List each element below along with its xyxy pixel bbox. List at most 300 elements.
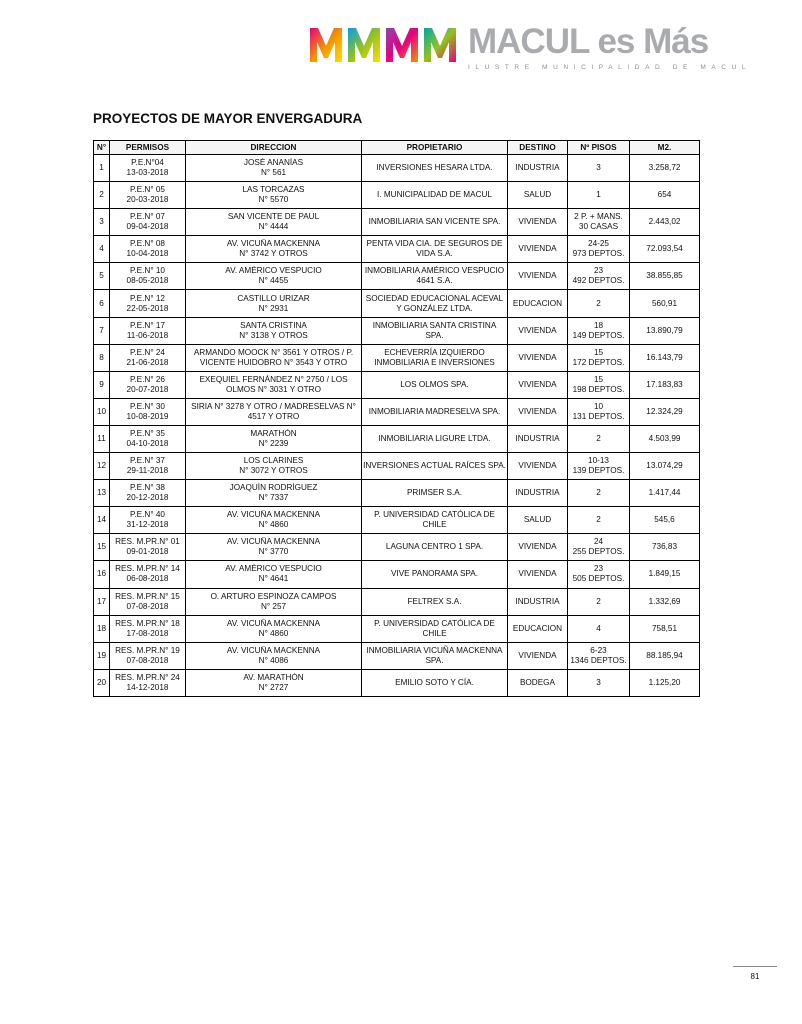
owner-cell-text: P. UNIVERSIDAD CATÓLICA DE CHILE (374, 618, 495, 638)
row-number-text: 14 (96, 515, 107, 525)
permit-cell (110, 669, 186, 696)
table-row (94, 155, 700, 182)
area-cell-text: 13.890,79 (646, 325, 683, 335)
permit-cell (110, 453, 186, 480)
area-cell (630, 561, 700, 588)
area-cell (630, 398, 700, 425)
area-cell (630, 588, 700, 615)
address-cell-text: N° 4641 (258, 574, 289, 584)
address-cell-text: AV. VICUÑA MACKENNA (226, 537, 321, 547)
permit-cell (110, 534, 186, 561)
floors-cell (568, 371, 630, 398)
address-cell-text: AV. AMÉRICO VESPUCIO (225, 266, 322, 276)
owner-cell-text: INMOBILIARIA VICUÑA MACKENNA SPA. (366, 645, 503, 665)
table-row (94, 642, 700, 669)
address-cell-text: N° 2239 (258, 438, 289, 448)
address-cell-text: N° 4086 (258, 655, 289, 665)
floors-cell (568, 453, 630, 480)
area-cell (630, 290, 700, 317)
address-cell (186, 182, 362, 209)
address-cell-text: N° 5570 (258, 195, 289, 205)
row-number (94, 263, 110, 290)
floors-cell-text: 10 (593, 401, 604, 411)
table-row (94, 507, 700, 534)
row-number-text: 7 (99, 325, 104, 335)
row-number (94, 317, 110, 344)
address-cell (186, 588, 362, 615)
use-cell (508, 155, 568, 182)
floors-cell (568, 344, 630, 371)
floors-cell-text: 6-23 (590, 645, 607, 655)
table-row (94, 588, 700, 615)
use-cell-text: VIVIENDA (518, 271, 557, 281)
table-row (94, 480, 700, 507)
address-cell (186, 561, 362, 588)
owner-cell-text: INMOBILIARIA LIGURE LTDA. (378, 433, 491, 443)
table-row (94, 344, 700, 371)
area-cell-text: 16.143,79 (646, 352, 683, 362)
address-cell (186, 534, 362, 561)
permit-cell-text: RES. M.PR.N° 15 (115, 591, 180, 601)
area-cell (630, 263, 700, 290)
row-number-text: 4 (99, 244, 104, 254)
owner-cell-text: I. MUNICIPALIDAD DE MACUL (377, 190, 492, 200)
owner-cell-text: ECHEVERRÍA IZQUIERDO INMOBILIARIA E INVERSIONES (374, 347, 495, 367)
row-number-text: 20 (96, 677, 107, 687)
use-cell (508, 344, 568, 371)
area-cell-text: 13.074,29 (646, 461, 683, 471)
address-cell-text: JOSÉ ANANÍAS (243, 158, 304, 168)
permit-cell-text: RES. M.PR.N° 18 (115, 618, 180, 628)
floors-cell-text: 2 (596, 433, 601, 443)
use-cell (508, 534, 568, 561)
owner-cell (362, 615, 508, 642)
floors-cell-text: 255 DEPTOS. (572, 547, 625, 557)
table-row (94, 371, 700, 398)
floors-cell-text: 3 (596, 677, 601, 687)
use-cell-text: INDUSTRIA (515, 488, 560, 498)
row-number-text: 8 (99, 352, 104, 362)
floors-cell (568, 642, 630, 669)
municipal-logo (308, 22, 752, 74)
row-number (94, 398, 110, 425)
area-cell (630, 344, 700, 371)
owner-cell-text: PRIMSER S.A. (406, 488, 463, 498)
permit-cell-text: 20-07-2018 (126, 384, 169, 394)
use-cell (508, 588, 568, 615)
row-number (94, 642, 110, 669)
owner-cell (362, 290, 508, 317)
permit-cell (110, 425, 186, 452)
table-body (94, 155, 700, 697)
use-cell-text: EDUCACION (512, 623, 563, 633)
address-cell-text: MARATHÓN (250, 428, 297, 438)
use-cell-text: VIVIENDA (518, 406, 557, 416)
row-number-text: 6 (99, 298, 104, 308)
address-cell (186, 398, 362, 425)
logo-subtitle: ILUSTRE MUNICIPALIDAD DE MACUL (468, 64, 752, 71)
permit-cell-text: 08-05-2018 (126, 276, 169, 286)
area-cell-text: 758,51 (651, 623, 678, 633)
row-number (94, 236, 110, 263)
permit-cell-text: P.E.N° 24 (130, 347, 165, 357)
permit-cell-text: 10-04-2018 (126, 249, 169, 259)
floors-cell-text: 139 DEPTOS. (572, 466, 625, 476)
owner-cell-text: INMOBILIARIA SANTA CRISTINA SPA. (372, 320, 497, 340)
row-number (94, 534, 110, 561)
area-cell (630, 534, 700, 561)
use-cell-text: VIVIENDA (518, 650, 557, 660)
floors-cell-text: 1 (596, 190, 601, 200)
floors-cell-text: 198 DEPTOS. (572, 384, 625, 394)
use-cell (508, 669, 568, 696)
row-number-text: 15 (96, 542, 107, 552)
permit-cell (110, 480, 186, 507)
area-cell-text: 1.849,15 (648, 569, 681, 579)
address-cell-text: SANTA CRISTINA (240, 320, 307, 330)
address-cell-text: N° 4860 (258, 520, 289, 530)
permit-cell-text: 11-06-2018 (126, 330, 169, 340)
table-row (94, 453, 700, 480)
use-cell-text: INDUSTRIA (515, 433, 560, 443)
use-cell-text: VIVIENDA (518, 244, 557, 254)
table-row (94, 263, 700, 290)
permit-cell-text: RES. M.PR.N° 14 (115, 564, 180, 574)
row-number (94, 209, 110, 236)
address-cell-text: O. ARTURO ESPINOZA CAMPOS (210, 591, 337, 601)
address-cell-text: JOAQUÍN RODRÍGUEZ (229, 483, 318, 493)
table-row (94, 561, 700, 588)
floors-cell (568, 209, 630, 236)
area-cell-text: 72.093,54 (646, 244, 683, 254)
use-cell-text: SALUD (523, 515, 552, 525)
area-cell-text: 736,83 (651, 542, 678, 552)
area-cell-text: 4.503,99 (648, 433, 681, 443)
permit-cell-text: 21-06-2018 (126, 357, 169, 367)
floors-cell-text: 172 DEPTOS. (572, 357, 625, 367)
floors-cell-text: 30 CASAS (578, 222, 619, 232)
address-cell (186, 155, 362, 182)
row-number-text: 10 (96, 406, 107, 416)
row-number (94, 588, 110, 615)
use-cell-text: EDUCACION (512, 298, 563, 308)
address-cell-text: 4517 Y OTRO (247, 411, 300, 421)
address-cell (186, 209, 362, 236)
permit-cell-text: RES. M.PR.N° 01 (115, 537, 180, 547)
use-cell-text: VIVIENDA (518, 217, 557, 227)
area-cell (630, 453, 700, 480)
permit-cell-text: 17-08-2018 (126, 628, 169, 638)
floors-cell-text: 18 (593, 320, 604, 330)
area-cell (630, 317, 700, 344)
area-cell (630, 642, 700, 669)
address-cell (186, 290, 362, 317)
owner-cell-text: FELTREX S.A. (407, 596, 462, 606)
owner-cell (362, 263, 508, 290)
table-row (94, 317, 700, 344)
area-cell (630, 209, 700, 236)
permit-cell-text: P.E.N° 26 (130, 374, 165, 384)
floors-cell-text: 973 DEPTOS. (572, 249, 625, 259)
area-cell (630, 669, 700, 696)
floors-cell-text: 23 (593, 266, 604, 276)
column-header: M2. (630, 141, 700, 155)
permit-cell-text: 20-12-2018 (126, 493, 169, 503)
row-number (94, 480, 110, 507)
table-row (94, 534, 700, 561)
area-cell-text: 1.332,69 (648, 596, 681, 606)
column-header: PERMISOS (110, 141, 186, 155)
permit-cell-text: 29-11-2018 (126, 466, 169, 476)
floors-cell (568, 561, 630, 588)
address-cell-text: SAN VICENTE DE PAUL (227, 212, 320, 222)
owner-cell (362, 425, 508, 452)
floors-cell (568, 182, 630, 209)
owner-cell (362, 453, 508, 480)
owner-cell-text: EMILIO SOTO Y CÍA. (395, 677, 474, 687)
permit-cell-text: P.E.N° 07 (130, 212, 165, 222)
floors-cell (568, 669, 630, 696)
address-cell-text: N° 4860 (258, 628, 289, 638)
address-cell-text: ARMANDO MOOCK N° 3561 Y OTROS / P. (193, 347, 354, 357)
owner-cell (362, 317, 508, 344)
address-cell (186, 453, 362, 480)
table-row (94, 669, 700, 696)
use-cell (508, 209, 568, 236)
permit-cell-text: 04-10-2018 (126, 438, 169, 448)
logo-mark-icon (308, 24, 458, 64)
row-number-text: 16 (96, 569, 107, 579)
use-cell-text: INDUSTRIA (515, 596, 560, 606)
address-cell-text: SIRIA N° 3278 Y OTRO / MADRESELVAS N° (191, 401, 356, 411)
row-number (94, 615, 110, 642)
column-header: DESTINO (508, 141, 568, 155)
floors-cell-text: 131 DEPTOS. (572, 411, 625, 421)
table-row (94, 209, 700, 236)
use-cell (508, 453, 568, 480)
permit-cell-text: P.E.N° 37 (130, 456, 165, 466)
address-cell (186, 317, 362, 344)
row-number-text: 11 (97, 433, 106, 443)
area-cell (630, 236, 700, 263)
use-cell (508, 398, 568, 425)
address-cell-text: VICENTE HUIDOBRO N° 3543 Y OTRO (199, 357, 348, 367)
address-cell-text: N° 257 (260, 601, 287, 611)
permit-cell (110, 371, 186, 398)
floors-cell (568, 534, 630, 561)
use-cell-text: BODEGA (519, 677, 556, 687)
floors-cell-text: 24-25 (588, 239, 609, 249)
permit-cell-text: 06-08-2018 (126, 574, 169, 584)
owner-cell (362, 236, 508, 263)
floors-cell-text: 149 DEPTOS. (572, 330, 625, 340)
permit-cell-text: P.E.N° 12 (130, 293, 165, 303)
address-cell-text: LAS TORCAZAS (242, 185, 305, 195)
permit-cell (110, 155, 186, 182)
area-cell-text: 545,6 (654, 515, 675, 525)
permit-cell-text: 09-04-2018 (126, 222, 169, 232)
owner-cell (362, 642, 508, 669)
area-cell-text: 17.183,83 (646, 379, 683, 389)
floors-cell-text: 2 P. + MANS. (574, 212, 623, 222)
owner-cell-text: SOCIEDAD EDUCACIONAL ACEVAL Y GONZÁLEZ LTDA. (365, 293, 504, 313)
address-cell (186, 371, 362, 398)
permit-cell-text: RES. M.PR.N° 19 (115, 645, 180, 655)
address-cell (186, 236, 362, 263)
permit-cell-text: P.E.N° 10 (130, 266, 165, 276)
permit-cell-text: P.E.N° 40 (130, 510, 165, 520)
owner-cell-text: INVERSIONES HESARA LTDA. (376, 163, 493, 173)
use-cell (508, 507, 568, 534)
permit-cell-text: P.E.N° 17 (130, 320, 165, 330)
owner-cell-text: INMOBILIARIA SAN VICENTE SPA. (368, 217, 501, 227)
table-row (94, 290, 700, 317)
permit-cell-text: 20-03-2018 (126, 195, 169, 205)
permit-cell-text: P.E.N° 30 (130, 401, 165, 411)
owner-cell-text: PENTA VIDA CIA. DE SEGUROS DE VIDA S.A. (366, 239, 503, 259)
area-cell-text: 560,91 (651, 298, 678, 308)
use-cell (508, 425, 568, 452)
use-cell-text: VIVIENDA (518, 379, 557, 389)
row-number-text: 13 (96, 488, 107, 498)
page-number: 81 (750, 972, 760, 981)
floors-cell-text: 2 (596, 596, 601, 606)
row-number (94, 344, 110, 371)
address-cell-text: EXEQUIEL FERNÁNDEZ N° 2750 / LOS (199, 374, 348, 384)
floors-cell-text: 23 (593, 564, 604, 574)
floors-cell-text: 1346 DEPTOS. (570, 655, 627, 665)
permit-cell-text: P.E.N°04 (131, 158, 164, 168)
address-cell-text: N° 3138 Y OTROS (239, 330, 308, 340)
column-header: PROPIETARIO (362, 141, 508, 155)
owner-cell (362, 588, 508, 615)
permit-cell (110, 209, 186, 236)
owner-cell (362, 561, 508, 588)
row-number (94, 669, 110, 696)
permit-cell-text: 10-08-2019 (126, 411, 169, 421)
owner-cell (362, 182, 508, 209)
permit-cell-text: RES. M.PR.N° 24 (115, 672, 180, 682)
owner-cell (362, 371, 508, 398)
address-cell-text: N° 4444 (258, 222, 289, 232)
address-cell-text: CASTILLO URIZAR (237, 293, 310, 303)
address-cell-text: N° 3072 Y OTROS (239, 466, 308, 476)
floors-cell-text: 10-13 (588, 456, 609, 466)
projects-table (93, 140, 700, 697)
use-cell-text: VIVIENDA (518, 352, 557, 362)
address-cell-text: AV. VICUÑA MACKENNA (226, 645, 321, 655)
row-number-text: 5 (99, 271, 104, 281)
floors-cell (568, 615, 630, 642)
use-cell-text: VIVIENDA (518, 461, 557, 471)
use-cell-text: INDUSTRIA (515, 163, 560, 173)
permit-cell-text: 07-08-2018 (126, 601, 169, 611)
floors-cell (568, 398, 630, 425)
area-cell (630, 615, 700, 642)
use-cell-text: VIVIENDA (518, 569, 557, 579)
permit-cell (110, 507, 186, 534)
area-cell (630, 480, 700, 507)
row-number-text: 17 (96, 596, 107, 606)
floors-cell-text: 2 (596, 488, 601, 498)
row-number-text: 1 (99, 163, 104, 173)
row-number-text: 9 (99, 379, 104, 389)
table-row (94, 425, 700, 452)
floors-cell (568, 236, 630, 263)
owner-cell-text: INVERSIONES ACTUAL RAÍCES SPA. (363, 461, 506, 471)
address-cell (186, 425, 362, 452)
permit-cell-text: 31-12-2018 (126, 520, 169, 530)
area-cell (630, 182, 700, 209)
floors-cell-text: 15 (593, 374, 604, 384)
area-cell (630, 425, 700, 452)
permit-cell (110, 317, 186, 344)
address-cell-text: LOS CLARINES (243, 456, 304, 466)
area-cell (630, 507, 700, 534)
address-cell-text: N° 561 (260, 168, 287, 178)
permit-cell-text: P.E.N° 35 (130, 428, 165, 438)
permit-cell-text: P.E.N° 38 (130, 483, 165, 493)
address-cell (186, 507, 362, 534)
row-number (94, 453, 110, 480)
permit-cell (110, 398, 186, 425)
permit-cell (110, 344, 186, 371)
floors-cell (568, 480, 630, 507)
column-header: DIRECCION (186, 141, 362, 155)
row-number (94, 507, 110, 534)
permit-cell-text: 14-12-2018 (126, 682, 169, 692)
address-cell (186, 669, 362, 696)
column-header: Nº PISOS (568, 141, 630, 155)
owner-cell-text: LOS OLMOS SPA. (400, 379, 469, 389)
floors-cell (568, 263, 630, 290)
permit-cell (110, 182, 186, 209)
logo-text: MACUL es Más (468, 22, 709, 61)
address-cell-text: AV. MARATHÓN (243, 672, 304, 682)
floors-cell-text: 3 (596, 163, 601, 173)
floors-cell (568, 155, 630, 182)
floors-cell-text: 492 DEPTOS. (572, 276, 625, 286)
owner-cell-text: VIVE PANORAMA SPA. (390, 569, 479, 579)
permit-cell-text: 22-05-2018 (126, 303, 169, 313)
table-row (94, 182, 700, 209)
permit-cell-text: P.E.N° 05 (130, 185, 165, 195)
address-cell-text: N° 7337 (258, 493, 289, 503)
table-row (94, 236, 700, 263)
use-cell (508, 263, 568, 290)
area-cell-text: 88.185,94 (646, 650, 683, 660)
address-cell-text: N° 2727 (258, 682, 289, 692)
owner-cell (362, 209, 508, 236)
area-cell-text: 654 (657, 190, 672, 200)
address-cell-text: AV. VICUÑA MACKENNA (226, 618, 321, 628)
owner-cell-text: P. UNIVERSIDAD CATÓLICA DE CHILE (374, 510, 495, 530)
floors-cell-text: 24 (593, 537, 604, 547)
address-cell (186, 615, 362, 642)
row-number (94, 425, 110, 452)
permit-cell (110, 561, 186, 588)
owner-cell-text: INMOBILIARIA MADRESELVA SPA. (368, 406, 501, 416)
owner-cell (362, 344, 508, 371)
permit-cell-text: 09-01-2018 (126, 547, 169, 557)
use-cell (508, 290, 568, 317)
row-number-text: 19 (96, 650, 107, 660)
row-number-text: 18 (96, 623, 107, 633)
permit-cell-text: 13-03-2018 (126, 168, 169, 178)
owner-cell (362, 669, 508, 696)
floors-cell-text: 4 (596, 623, 601, 633)
floors-cell (568, 317, 630, 344)
